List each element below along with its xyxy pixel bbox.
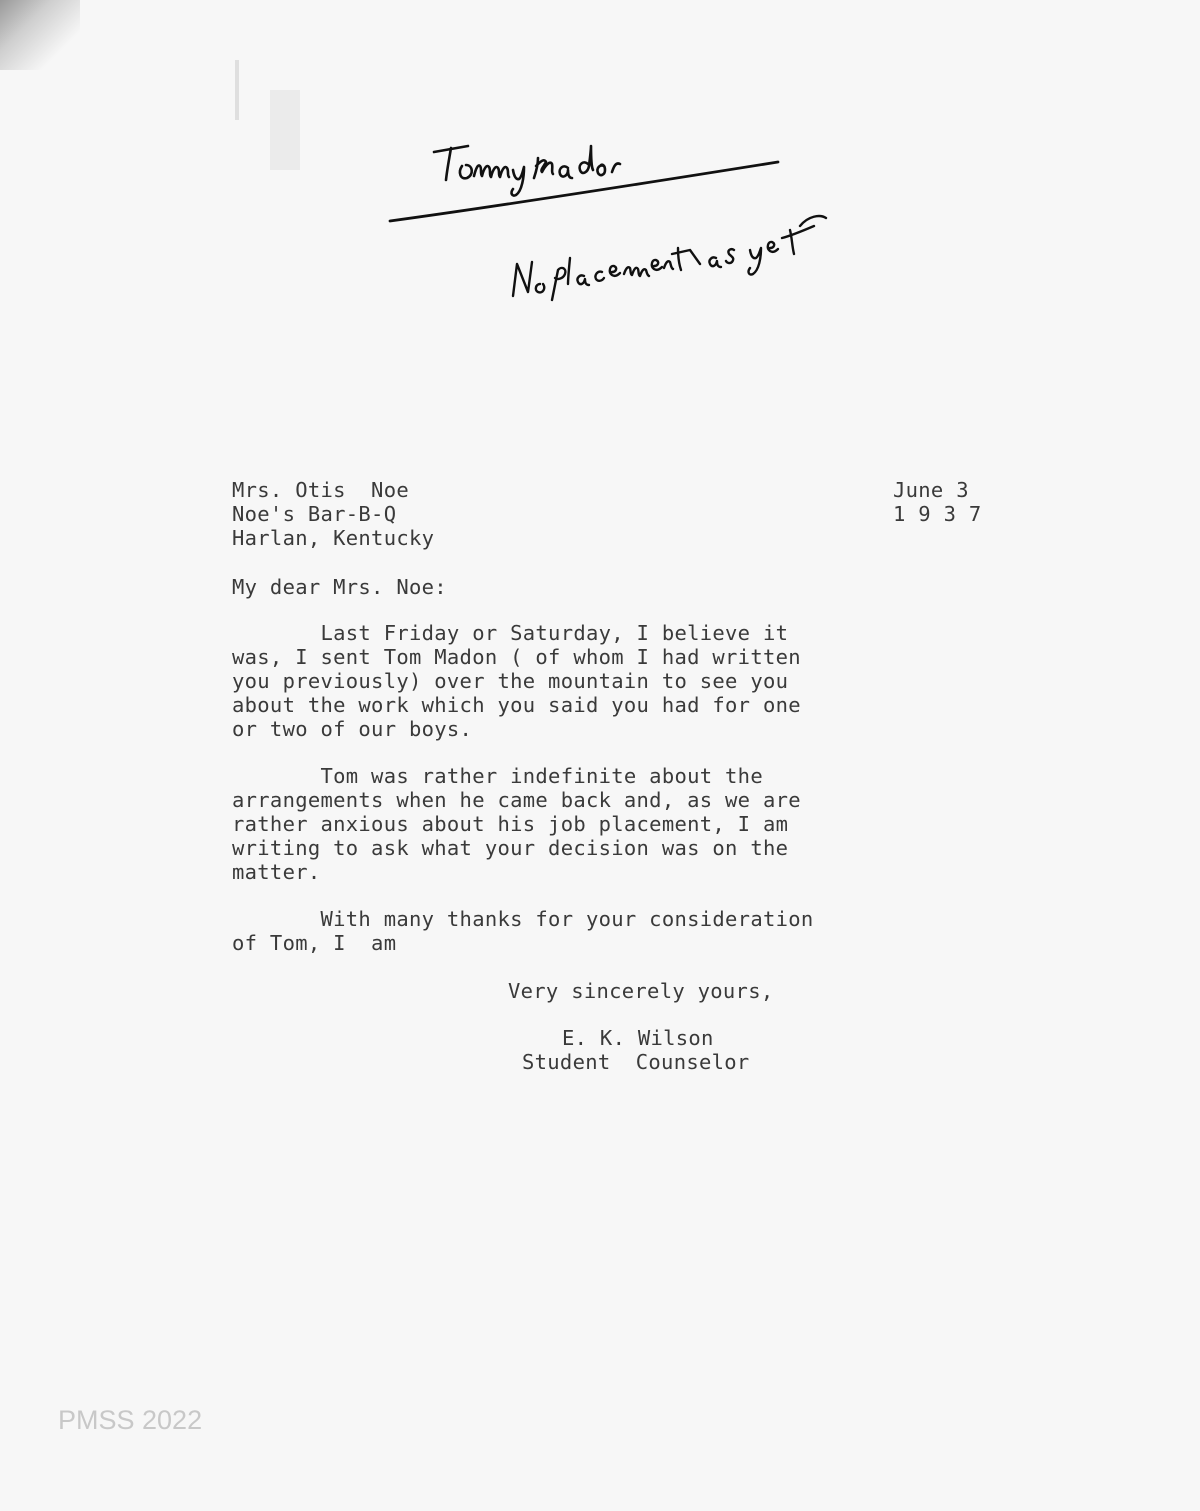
paragraph-1-line-3: you previously) over the mountain to see you — [232, 669, 789, 693]
paragraph-3-line-1: With many thanks for your consideration — [232, 907, 814, 931]
paragraph-1-line-5: or two of our boys. — [232, 717, 473, 741]
handwritten-name-strokes — [434, 146, 620, 196]
paragraph-3-line-2: of Tom, I am — [232, 931, 397, 955]
paragraph-2-line-2: arrangements when he came back and, as we are — [232, 788, 801, 812]
recipient-line-3: Harlan, Kentucky — [232, 526, 435, 550]
date-year: 1 9 3 7 — [893, 502, 982, 526]
closing: Very sincerely yours, — [508, 979, 774, 1003]
paragraph-2-line-3: rather anxious about his job placement, I am — [232, 812, 789, 836]
paragraph-2-line-5: matter. — [232, 860, 321, 884]
handwritten-note-strokes — [513, 216, 826, 300]
recipient-line-1: Mrs. Otis Noe — [232, 478, 409, 502]
recipient-line-2: Noe's Bar-B-Q — [232, 502, 397, 526]
handwriting-strokes — [0, 0, 1200, 400]
signer-title: Student Counselor — [522, 1050, 750, 1074]
salutation: My dear Mrs. Noe: — [232, 575, 447, 599]
date-day: June 3 — [893, 478, 969, 502]
archive-watermark: PMSS 2022 — [58, 1405, 203, 1435]
paragraph-1-line-2: was, I sent Tom Madon ( of whom I had written — [232, 645, 801, 669]
paragraph-1-line-1: Last Friday or Saturday, I believe it — [232, 621, 789, 645]
signer-name: E. K. Wilson — [562, 1026, 714, 1050]
paragraph-1-line-4: about the work which you said you had for one — [232, 693, 801, 717]
paragraph-2-line-1: Tom was rather indefinite about the — [232, 764, 763, 788]
paragraph-2-line-4: writing to ask what your decision was on the — [232, 836, 789, 860]
